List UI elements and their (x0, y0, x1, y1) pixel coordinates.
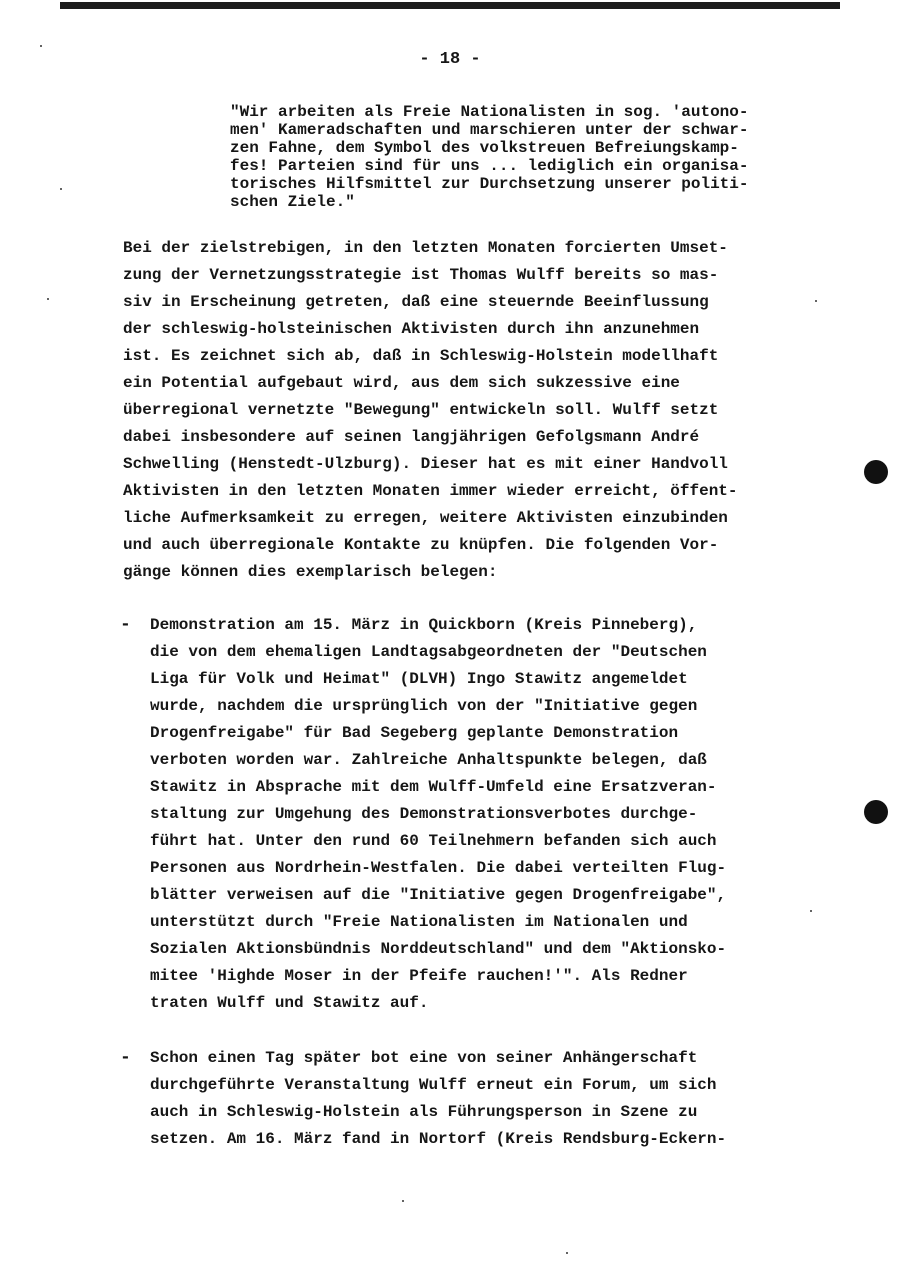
paragraph-line: gänge können dies exemplarisch belegen: (123, 563, 498, 581)
paragraph-line: ist. Es zeichnet sich ab, daß in Schleswig-Holstein modellhaft (123, 347, 719, 365)
list-item-line: wurde, nachdem die ursprünglich von der "Initiative gegen (150, 697, 698, 715)
list-item-line: traten Wulff und Stawitz auf. (150, 994, 429, 1012)
punch-hole (864, 800, 888, 824)
list-item-line: Liga für Volk und Heimat" (DLVH) Ingo Stawitz angemeldet (150, 670, 688, 688)
list-item-line: Demonstration am 15. März in Quickborn (Kreis Pinneberg), (150, 616, 698, 634)
list-item-line: Drogenfreigabe" für Bad Segeberg geplante Demonstration (150, 724, 679, 742)
block-quote (230, 103, 830, 211)
scan-speck (40, 45, 42, 47)
page-number: - 18 - (419, 50, 481, 69)
scan-speck (566, 1252, 568, 1254)
list-item-line: unterstützt durch "Freie Nationalisten im Nationalen und (150, 913, 688, 931)
scan-speck (815, 300, 817, 302)
list-item-line: Stawitz in Absprache mit dem Wulff-Umfeld eine Ersatzveran- (150, 778, 717, 796)
list-item-text (150, 612, 726, 1017)
quote-line: torisches Hilfsmittel zur Durchsetzung unserer politi- (230, 175, 749, 193)
paragraph-line: der schleswig-holsteinischen Aktivisten durch ihn anzunehmen (123, 320, 700, 338)
scan-speck (47, 298, 49, 300)
paragraph-line: liche Aufmerksamkeit zu erregen, weitere Aktivisten einzubinden (123, 509, 728, 527)
quote-line: schen Ziele." (230, 193, 355, 211)
top-scan-border (60, 2, 840, 9)
list-item-line: mitee 'Highde Moser in der Pfeife rauchen!'". Als Redner (150, 967, 688, 985)
paragraph-line: ein Potential aufgebaut wird, aus dem sich sukzessive eine (123, 374, 680, 392)
paragraph-line: Aktivisten in den letzten Monaten immer wieder erreicht, öffent- (123, 482, 738, 500)
paragraph-line: Schwelling (Henstedt-Ulzburg). Dieser hat es mit einer Handvoll (123, 455, 728, 473)
paragraph-line: und auch überregionale Kontakte zu knüpfen. Die folgenden Vor- (123, 536, 719, 554)
list-item-line: die von dem ehemaligen Landtagsabgeordneten der "Deutschen (150, 643, 707, 661)
list-item-line: blätter verweisen auf die "Initiative gegen Drogenfreigabe", (150, 886, 727, 904)
scan-speck (60, 188, 62, 190)
punch-hole (864, 460, 888, 484)
list-item-line: staltung zur Umgehung des Demonstrationsverbotes durchge- (150, 805, 698, 823)
list-item-line: führt hat. Unter den rund 60 Teilnehmern befanden sich auch (150, 832, 717, 850)
list-item-line: setzen. Am 16. März fand in Nortorf (Kreis Rendsburg-Eckern- (150, 1130, 727, 1148)
paragraph-line: dabei insbesondere auf seinen langjährigen Gefolgsmann André (123, 428, 700, 446)
quote-line: "Wir arbeiten als Freie Nationalisten in sog. 'autono- (230, 103, 749, 121)
scan-speck (402, 1200, 404, 1202)
paragraph-line: Bei der zielstrebigen, in den letzten Monaten forcierten Umset- (123, 239, 728, 257)
quote-line: fes! Parteien sind für uns ... lediglich ein organisa- (230, 157, 749, 175)
list-item-line: auch in Schleswig-Holstein als Führungsperson in Szene zu (150, 1103, 698, 1121)
body-paragraph (123, 235, 823, 586)
paragraph-line: siv in Erscheinung getreten, daß eine steuernde Beeinflussung (123, 293, 709, 311)
paragraph-line: überregional vernetzte "Bewegung" entwickeln soll. Wulff setzt (123, 401, 719, 419)
list-item-line: Sozialen Aktionsbündnis Norddeutschland" und dem "Aktionsko- (150, 940, 727, 958)
paragraph-line: zung der Vernetzungsstrategie ist Thomas Wulff bereits so mas- (123, 266, 719, 284)
bullet-dash: - (120, 615, 131, 635)
quote-line: zen Fahne, dem Symbol des volkstreuen Befreiungskamp- (230, 139, 739, 157)
bullet-dash: - (120, 1048, 131, 1068)
list-item-line: durchgeführte Veranstaltung Wulff erneut ein Forum, um sich (150, 1076, 717, 1094)
scan-speck (810, 910, 812, 912)
list-item-line: verboten worden war. Zahlreiche Anhaltspunkte belegen, daß (150, 751, 707, 769)
list-item-text (150, 1045, 726, 1153)
list-item-line: Personen aus Nordrhein-Westfalen. Die dabei verteilten Flug- (150, 859, 727, 877)
quote-line: men' Kameradschaften und marschieren unter der schwar- (230, 121, 749, 139)
list-item-line: Schon einen Tag später bot eine von seiner Anhängerschaft (150, 1049, 698, 1067)
